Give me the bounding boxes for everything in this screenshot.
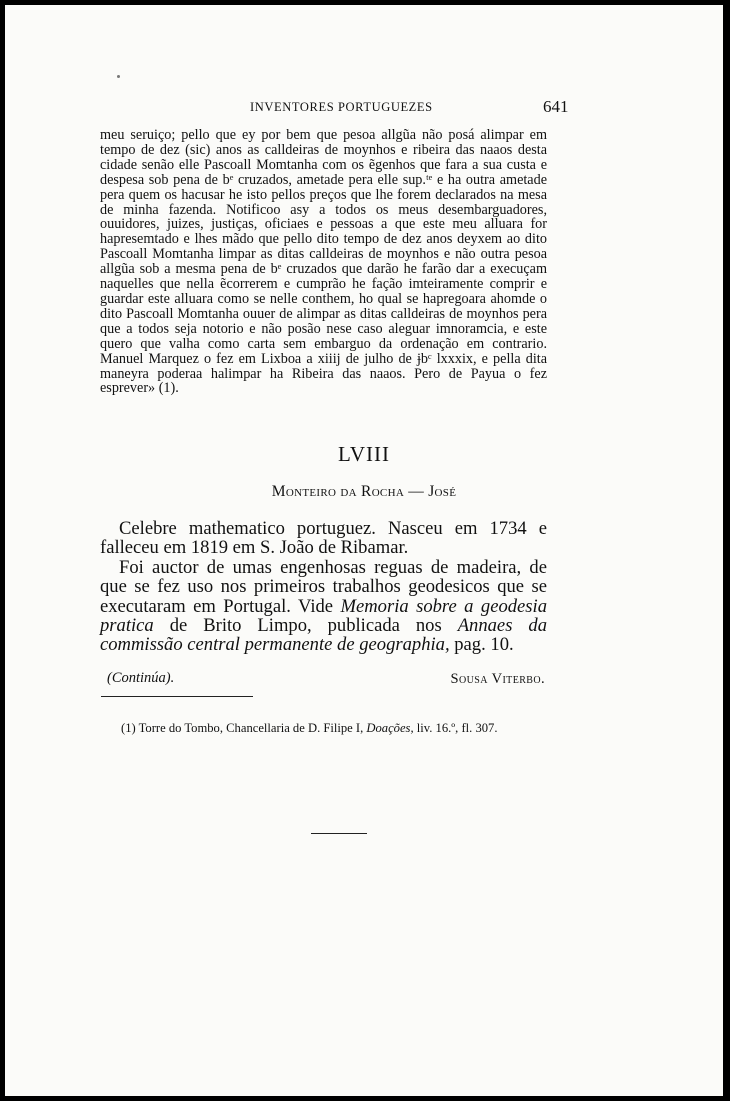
footnote-text: liv. 16.º, fl. 307. — [413, 721, 498, 735]
quoted-document — [100, 128, 547, 396]
header-title: INVENTORES PORTUGUEZES — [250, 100, 433, 114]
section-subtitle: Monteiro da Rocha — José — [271, 483, 457, 500]
section-number: LVIII — [337, 442, 391, 466]
page-number: 641 — [543, 97, 569, 116]
book-title-1: Memoria sobre a geodesia pratica — [100, 595, 547, 637]
continued-note: (Continúa). — [107, 670, 175, 686]
footnote-rule — [101, 696, 253, 697]
page — [5, 5, 723, 1096]
footnote-italic: Doações, — [366, 721, 414, 735]
body-text-span: pag. 10. — [449, 634, 514, 656]
footnote-text: (1) Torre do Tombo, Chancellaria de D. Filipe I, — [121, 721, 367, 735]
body-text — [100, 519, 547, 655]
body-text-span: de Brito Limpo, publicada nos — [153, 615, 458, 637]
footnote — [121, 721, 498, 736]
body-text-span: Foi auctor de umas engenhosas reguas de madeira, de que se fez uso nos primeiros trabalhos geodesicos que se executaram em Portugal. Vide — [100, 556, 547, 617]
quote-paragraph: meu seruiço; pello que ey por bem que pesoa allgũa não posá alimpar em tempo de dez (sic) anos as calldeiras de moynhos e ribeira das naaos desta cidade senão elle Pascoall Momtanha com os ẽgenhos que fara a sua custa e despesa sob pena de bᵉ cruzados, ametade pera elle sup.ᵗᵉ e ha outra ametade pera quem os hacusar he isto pellos preços que lhe forem declarados na mesa de minha fazenda. Notificoo asy a todos os meus desembarguadores, ouuidores, juizes, justiças, oficiaes e pessoas a que este meu alluara for hapresemtado e lhes mãdo que pello dito tempo de dez anos deyxem ao dito Pascoall Momtanha limpar as ditas calldeiras de moynhos e não outra pesoa allgũa sob a mesma pena de bᵉ cruzados que darão he farão dar a execuçam naquelles que nella ẽcorrerem e cumprão he fação imteiramente comprir e guardar este alluara como se nelle conthem, ho qual se hapregoara ahomde o dito Pascoall Momtanha ouuer de alimpar as ditas calldeiras de moynhos pera que a todos seja notorio e não posão nese caso aleguar imnoramcia, e este quero que valha como carta sem embarguo da ordenação em contrario. Manuel Marquez o fez em Lixboa a xiiij de julho de ɉbᶜ lxxxix, e pella dita maneyra poderaa halimpar ha Ribeira das naaos. Pero de Payua o fez esprever» (1). — [100, 127, 547, 397]
running-header — [5, 97, 723, 121]
body-paragraph-2 — [100, 558, 547, 655]
author-name: Sousa Viterbo. — [450, 671, 545, 687]
end-rule — [311, 833, 367, 834]
journal-title: Annaes da commissão central permanente de geographia, — [100, 615, 547, 656]
body-paragraph-1: Celebre mathematico portuguez. Nasceu em 1734 e falleceu em 1819 em S. João de Ribamar. — [100, 518, 547, 559]
speck-mark — [117, 75, 120, 78]
